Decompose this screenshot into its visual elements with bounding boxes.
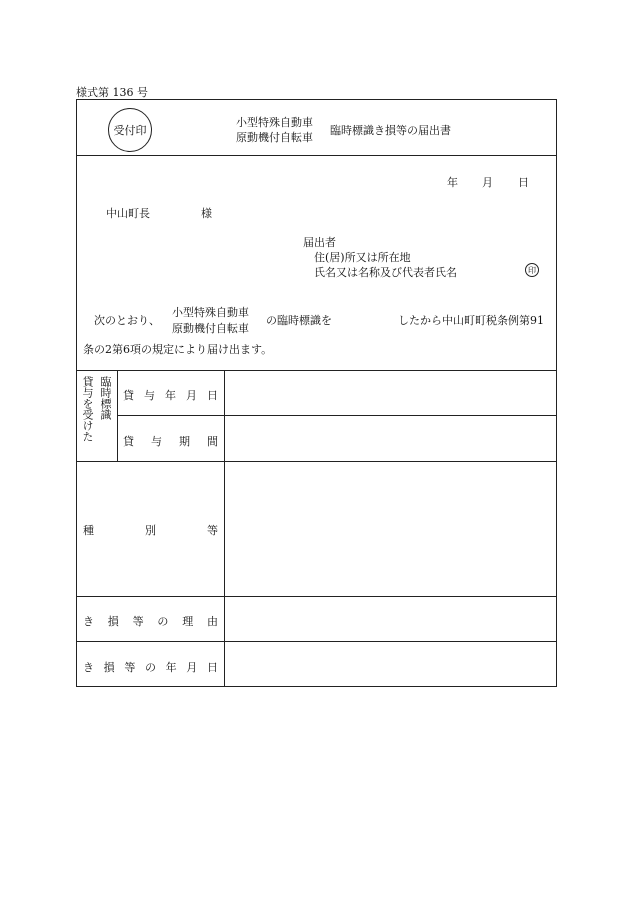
seal-mark [525,263,539,277]
row-label-loan-date: 貸 与 年 月 日 [123,389,218,402]
body-suffix: したから中山町町税条例第91 [398,314,544,327]
loan-date-value-cell[interactable] [225,371,556,415]
form-number: 様式第 136 号 [76,86,148,99]
body-middle: の臨時標識を [266,314,332,327]
date-day-label: 日 [518,176,529,189]
reason-value-cell[interactable] [225,597,556,641]
body-vehicle-type-1: 小型特殊自動車 [172,306,249,319]
header-divider [76,155,557,156]
date-year-label: 年 [447,176,458,189]
row-label-loan-period: 貸 与 期 間 [123,435,218,448]
form-title: 臨時標識き損等の届出書 [330,124,451,137]
date-month-label: 月 [482,176,493,189]
header-vehicle-type-1: 小型特殊自動車 [236,116,313,129]
row-label-category: 種 別 等 [83,524,218,537]
group-label-temp-plate: 臨時標識 [99,376,112,420]
reception-stamp [108,108,152,152]
applicant-name-label: 氏名又は名称及び代表者氏名 [314,266,457,279]
group-label-divider [117,370,118,461]
addressee-honorific: 様 [201,207,212,220]
reception-stamp-label: 受付印 [113,124,147,137]
incident-date-value-cell[interactable] [225,642,556,686]
applicant-address-label: 住(居)所又は所在地 [314,251,411,264]
loan-period-value-cell[interactable] [225,416,556,461]
addressee-name: 中山町長 [106,207,150,220]
seal-label: 印 [528,265,536,275]
body-prefix: 次のとおり、 [94,314,160,327]
applicant-label: 届出者 [303,236,336,249]
category-value-cell[interactable] [225,462,556,596]
header-vehicle-type-2: 原動機付自転車 [236,131,313,144]
row-label-incident-date: き 損 等 の 年 月 日 [83,661,218,674]
body-vehicle-type-2: 原動機付自転車 [172,322,249,335]
group-label-loaned: 貸与を受けた [81,376,94,442]
body-line-2: 条の2第6項の規定により届け出ます。 [83,343,273,356]
row-label-reason: き 損 等 の 理 由 [83,615,218,628]
